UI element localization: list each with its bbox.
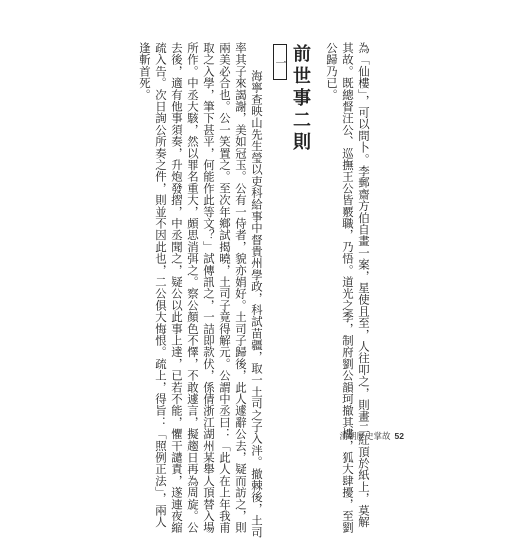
page-number: 52 [394, 431, 404, 441]
text-column: 逢斬首死。 [138, 42, 152, 101]
text-column: 公歸乃已。 [325, 42, 339, 101]
text-column: 疏入告。次日詢公所奏之件，則並不因此也，二公俱大悔恨。疏上，得旨：「照例正法」，兩人 [154, 42, 168, 528]
section-number: 一 [274, 56, 287, 68]
text-column: 去後，適有他事須奏，升炮發摺，中丞聞之，疑公以此事上達，已若不能，懼干譴責，遂連夜縮 [170, 42, 184, 534]
book-title: 清朝歷史掌故 [339, 431, 391, 441]
text-column: 所作。中丞大駭，然以罪名重大，頗思消弭之。察公顏色不懌，不敢遽言，擬趨日再為周旋。公 [186, 42, 200, 534]
section-heading: 前世事二則 [290, 44, 311, 154]
text-column: 兩美必合也。公一笑置之。至次年鄉試揭曉，土司子竟得解元。公謂中丞曰：「此人在上年我甫 [218, 42, 232, 534]
text-column: 取之入學，筆下甚平，何能作此等文？」試傳訊之，一詰即款伏，係倩浙江湖州某舉人頂替入場 [202, 42, 216, 534]
section-number-box [273, 44, 287, 80]
page-footer [340, 430, 404, 442]
text-column: 為「仙樓」，可以問卜。李郵齋方伯自畫一案，星使且至，人往叩之，則畫二紅頂於紙上，莫解 [357, 42, 371, 528]
text-column: 率其子來謁謝，美如冠玉。公有一侍者，貌亦娟好。土司子歸後，此人遽辭公去，疑而訪之，則 [234, 42, 248, 534]
text-column: 其故。既總督汪公、巡撫王公皆覈職，乃悟。道光之季，制府劉公韻珂撤其樓，狐大肆擾，至劉 [341, 42, 355, 534]
text-column: 海寧查映山先生瑩以吏科給事中督貴州學政，科試苗疆，取一土司之子入泮。撤棘後，土司 [250, 70, 264, 538]
